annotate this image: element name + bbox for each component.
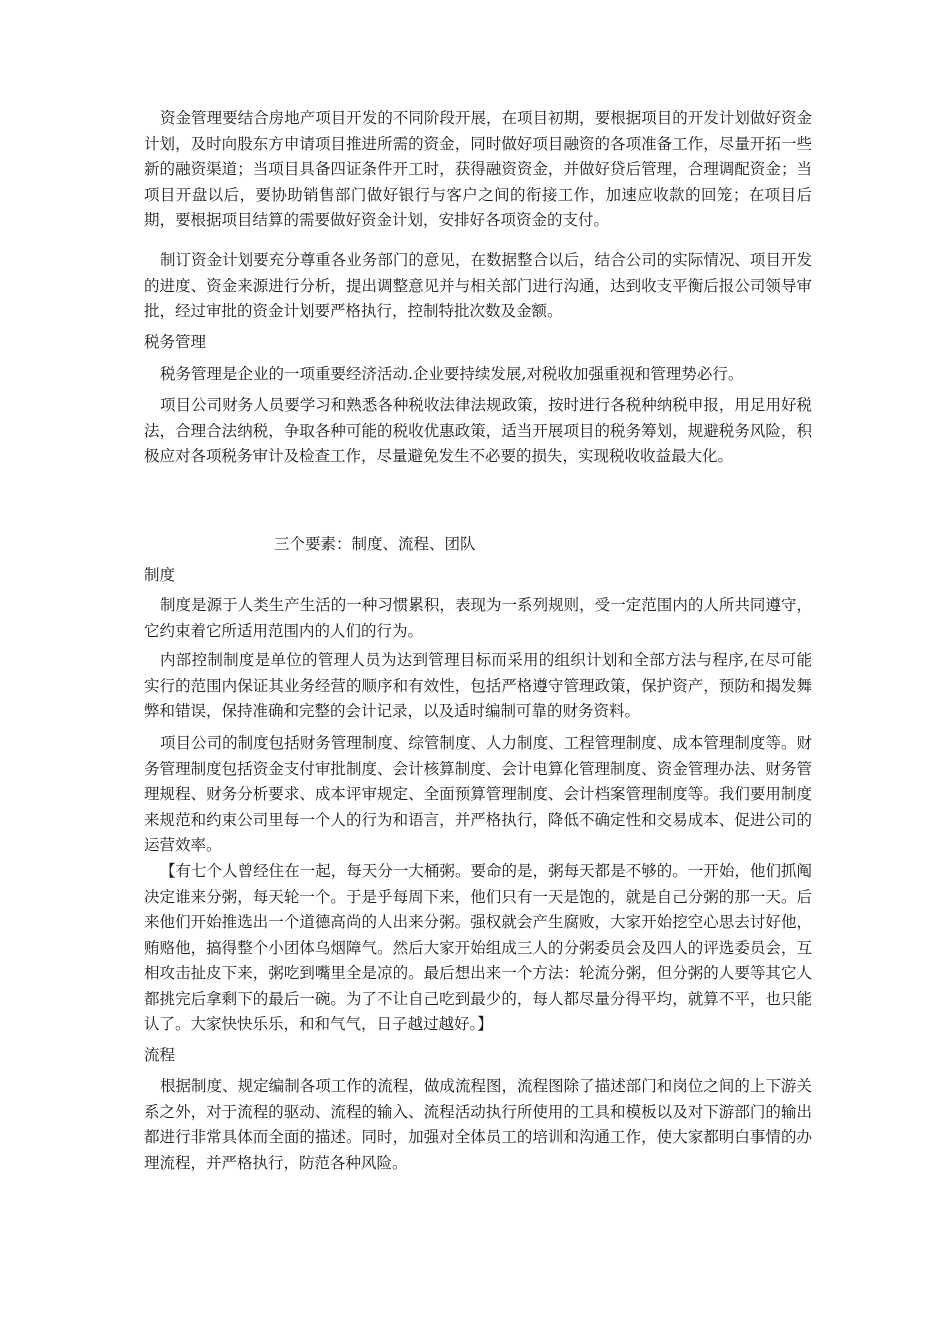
paragraph-process: 根据制度、规定编制各项工作的流程，做成流程图，流程图除了描述部门和岗位之间的上下游关系之外，对于流程的驱动、流程的输入、流程活动执行所使用的工具和模板以及对下游部门的输出都进行非常具体而全面的描述。同时，加强对全体员工的培训和沟通工作，使大家都明白事情的办理流程，并严格执行，防范各种风险。 <box>144 1077 812 1172</box>
paragraph-porridge-story: 【有七个人曾经住在一起，每天分一大桶粥。要命的是，粥每天都是不够的。一开始，他们抓阄决定谁来分粥，每天轮一个。于是乎每周下来，他们只有一天是饱的，就是自己分粥的那一天。后来他们开始推选出一个道德高尚的人出来分粥。强权就会产生腐败，大家开始挖空心思去讨好他，贿赂他，搞得整个小团体乌烟障气。然后大家开始组成三人的分粥委员会及四人的评选委员会，互相攻击扯皮下来，粥吃到嘴里全是凉的。最后想出来一个方法：轮流分粥，但分粥的人要等其它人都挑完后拿剩下的最后一碗。为了不让自己吃到最少的，每人都尽量分得平均，就算不平，也只能认了。大家快快乐乐，和和气气，日子越过越好。】 <box>144 862 812 1033</box>
paragraph-funds-plan: 制订资金计划要充分尊重各业务部门的意见，在数据整合以后，结合公司的实际情况、项目开发的进度、资金来源进行分析，提出调整意见并与相关部门进行沟通，达到收支平衡后报公司领导审批，经过审批的资金计划要严格执行，控制特批次数及金额。 <box>144 251 812 320</box>
section-title-three-elements: 三个要素：制度、流程、团队 <box>274 535 476 553</box>
paragraph-tax-intro: 税务管理是企业的一项重要经济活动.企业要持续发展,对税收加强重视和管理势必行。 <box>160 365 744 383</box>
heading-system: 制度 <box>144 566 176 584</box>
paragraph-project-systems: 项目公司的制度包括财务管理制度、综管制度、人力制度、工程管理制度、成本管理制度等。财务管理制度包括资金支付审批制度、会计核算制度、会计电算化管理制度、资金管理办法、财务管理规程、财务分析要求、成本评审规定、全面预算管理制度、会计档案管理制度等。我们要用制度来规范和约束公司里每一个人的行为和语言，并严格执行，降低不确定性和交易成本、促进公司的运营效率。 <box>144 734 812 854</box>
paragraph-tax-details: 项目公司财务人员要学习和熟悉各种税收法律法规政策，按时进行各税种纳税申报，用足用好税法，合理合法纳税，争取各种可能的税收优惠政策，适当开展项目的税务筹划，规避税务风险，积极应对各项税务审计及检查工作，尽量避免发生不必要的损失，实现税收收益最大化。 <box>144 396 812 465</box>
paragraph-internal-control: 内部控制制度是单位的管理人员为达到管理目标而采用的组织计划和全部方法与程序,在尽可能实行的范围内保证其业务经营的顺序和有效性，包括严格遵守管理政策，保护资产，预防和揭发舞弊和错误，保持准确和完整的会计记录，以及适时编制可靠的财务资料。 <box>144 651 812 720</box>
paragraph-funds-stages: 资金管理要结合房地产项目开发的不同阶段开展，在项目初期，要根据项目的开发计划做好资金计划，及时向股东方申请项目推进所需的资金，同时做好项目融资的各项准备工作，尽量开拓一些新的融资渠道；当项目具备四证条件开工时，获得融资资金，并做好贷后管理，合理调配资金；当项目开盘以后，要协助销售部门做好银行与客户之间的衔接工作，加速应收款的回笼；在项目后期，要根据项目结算的需要做好资金计划，安排好各项资金的支付。 <box>144 109 812 229</box>
heading-process: 流程 <box>144 1046 176 1064</box>
paragraph-system-definition: 制度是源于人类生产生活的一种习惯累积，表现为一系列规则，受一定范围内的人所共同遵守，它约束着它所适用范围内的人们的行为。 <box>144 596 812 640</box>
heading-tax-management: 税务管理 <box>144 333 207 351</box>
